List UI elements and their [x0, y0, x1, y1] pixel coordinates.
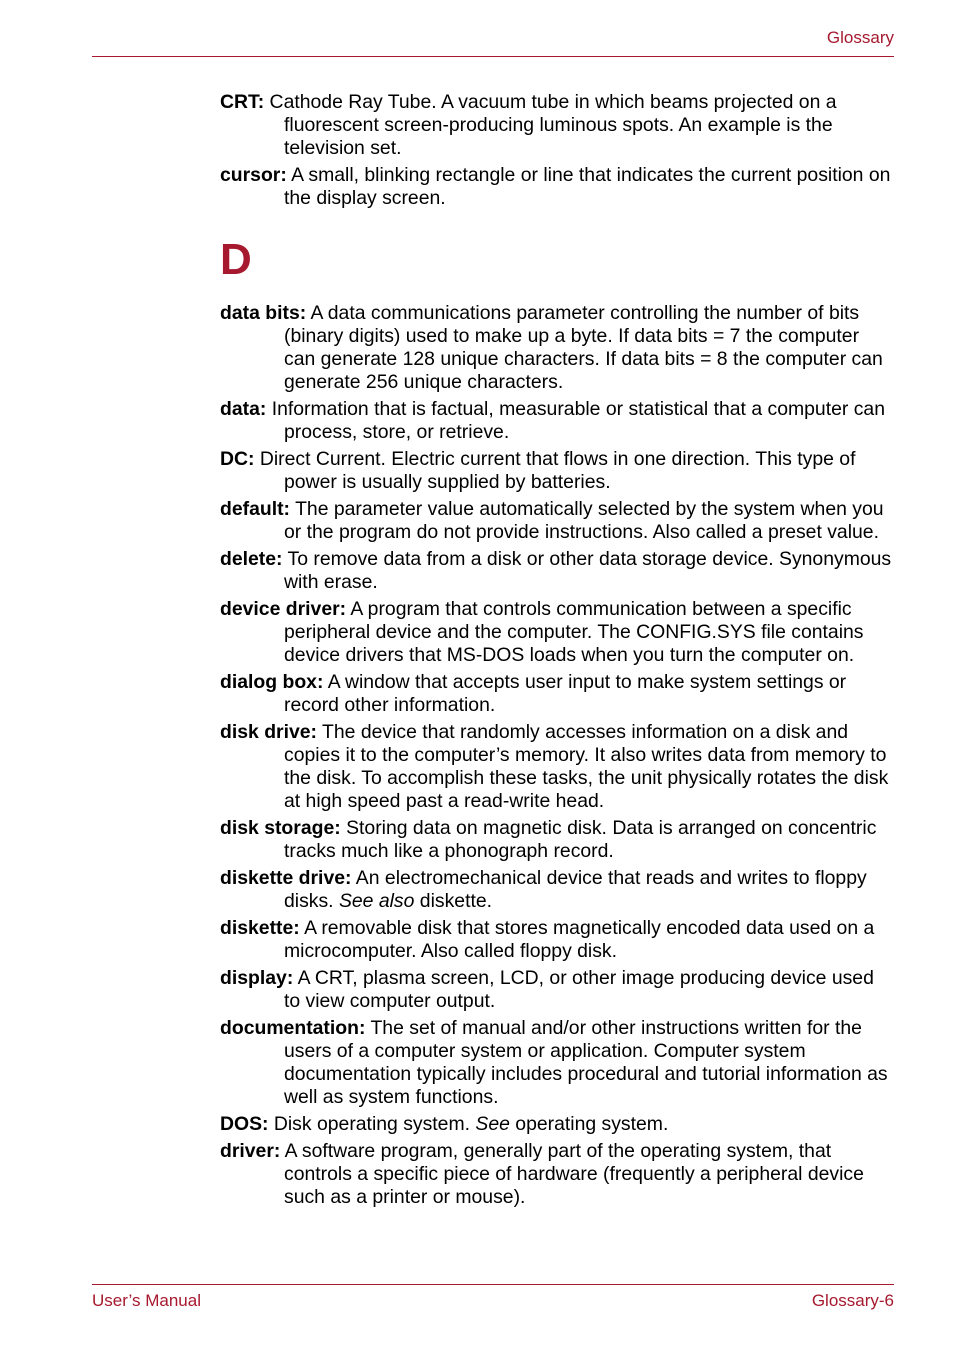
glossary-definition: A window that accepts user input to make system settings or record other information.: [284, 671, 847, 716]
glossary-entry: [220, 91, 892, 160]
glossary-list-d: [220, 302, 892, 1209]
glossary-definition: To remove data from a disk or other data storage device. Synonymous with erase.: [282, 548, 892, 593]
glossary-definition: Storing data on magnetic disk. Data is arranged on concentric tracks much like a phonograph record.: [284, 817, 877, 862]
glossary-entry: [220, 817, 892, 863]
glossary-term: delete:: [220, 548, 283, 570]
glossary-term: DC:: [220, 448, 255, 470]
footer-page-number: Glossary-6: [811, 1291, 894, 1310]
glossary-term: driver:: [220, 1140, 281, 1162]
glossary-definition: A software program, generally part of the operating system, that controls a specific piece of hardware (frequently a peripheral device such as a printer or mouse).: [280, 1140, 864, 1208]
glossary-term: diskette:: [220, 917, 300, 939]
glossary-entry: [220, 548, 892, 594]
glossary-term: default:: [220, 498, 291, 520]
glossary-list-c: [220, 91, 892, 210]
glossary-definition: The set of manual and/or other instructions written for the users of a computer system or application. Computer system documentation typically includes procedural and tutorial information as well as system functions.: [284, 1017, 888, 1108]
glossary-term: device driver:: [220, 598, 347, 620]
glossary-definition: The device that randomly accesses information on a disk and copies it to the computer’s memory. It also writes data from memory to the disk. To accomplish these tasks, the unit physically rotates the disk at high speed past a read-write head.: [284, 721, 889, 812]
glossary-definition: An electromechanical device that reads and writes to floppy disks.: [284, 867, 867, 912]
glossary-entry: [220, 917, 892, 963]
glossary-entry: [220, 721, 892, 813]
glossary-term: diskette drive:: [220, 867, 352, 889]
glossary-term: disk drive:: [220, 721, 317, 743]
glossary-entry: [220, 867, 892, 913]
header-rule: [92, 56, 894, 57]
glossary-definition: A CRT, plasma screen, LCD, or other image producing device used to view computer output.: [284, 967, 874, 1012]
glossary-definition: A data communications parameter controlling the number of bits (binary digits) used to make up a byte. If data bits = 7 the computer can generate 128 unique characters. If data bits = 8 the computer can generate 256 unique characters.: [284, 302, 883, 393]
glossary-entry: [220, 398, 892, 444]
glossary-entry: [220, 598, 892, 667]
glossary-entry: [220, 967, 892, 1013]
glossary-term: display:: [220, 967, 294, 989]
glossary-entry: [220, 302, 892, 394]
footer-rule: [92, 1284, 894, 1285]
glossary-definition: The parameter value automatically selected by the system when you or the program do not provide instructions. Also called a preset value.: [284, 498, 884, 543]
glossary-entry: [220, 164, 892, 210]
glossary-definition: diskette.: [414, 890, 493, 912]
glossary-definition: A program that controls communication between a specific peripheral device and the computer. The CONFIG.SYS file contains device drivers that MS-DOS loads when you turn the computer on.: [284, 598, 864, 666]
glossary-term: documentation:: [220, 1017, 366, 1039]
glossary-entry: [220, 1017, 892, 1109]
glossary-term: CRT:: [220, 91, 265, 113]
glossary-definition: Direct Current. Electric current that flows in one direction. This type of power is usually supplied by batteries.: [254, 448, 856, 493]
glossary-entry: [220, 1113, 892, 1136]
cross-reference-label: See also: [338, 890, 415, 912]
glossary-term: dialog box:: [220, 671, 324, 693]
footer-manual-title: User’s Manual: [92, 1291, 201, 1310]
glossary-term: disk storage:: [220, 817, 341, 839]
glossary-definition: A removable disk that stores magnetically encoded data used on a microcomputer. Also called floppy disk.: [284, 917, 875, 962]
glossary-term: cursor:: [220, 164, 287, 186]
glossary-term: DOS:: [220, 1113, 269, 1135]
glossary-definition: Disk operating system.: [268, 1113, 476, 1135]
glossary-term: data bits:: [220, 302, 307, 324]
glossary-definition: Information that is factual, measurable or statistical that a computer can process, store, or retrieve.: [266, 398, 885, 443]
glossary-entry: [220, 1140, 892, 1209]
glossary-content: [220, 91, 892, 1213]
glossary-term: data:: [220, 398, 267, 420]
cross-reference-label: See: [475, 1113, 510, 1135]
header-section-title: Glossary: [826, 28, 894, 47]
section-letter-heading: D: [220, 235, 252, 284]
glossary-definition: operating system.: [509, 1113, 669, 1135]
glossary-definition: A small, blinking rectangle or line that indicates the current position on the display screen.: [284, 164, 891, 209]
glossary-entry: [220, 671, 892, 717]
glossary-definition: Cathode Ray Tube. A vacuum tube in which beams projected on a fluorescent screen-producing luminous spots. An example is the television set.: [264, 91, 837, 159]
glossary-entry: [220, 498, 892, 544]
glossary-entry: [220, 448, 892, 494]
